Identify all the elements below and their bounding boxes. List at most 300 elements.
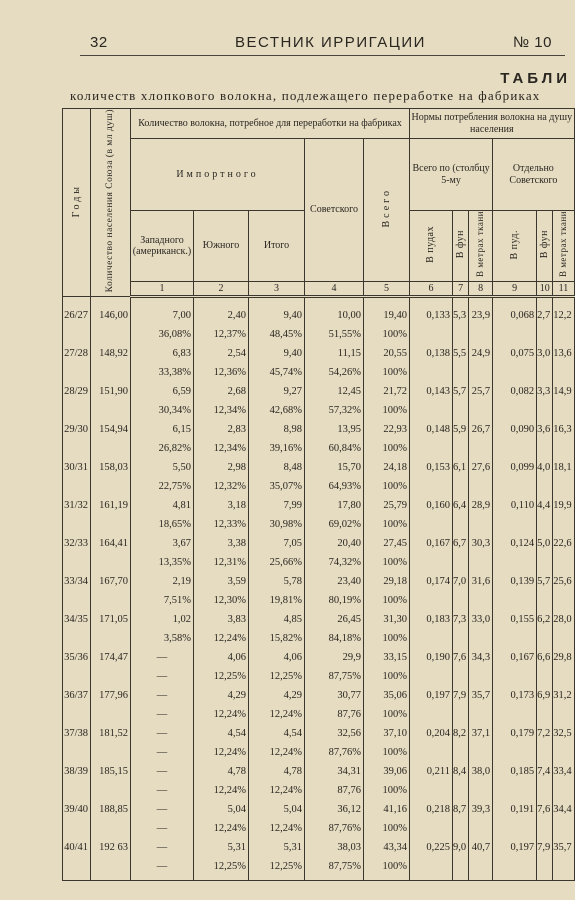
cell-pounds: 6,7 xyxy=(453,534,469,553)
col-number: 11 xyxy=(553,281,574,296)
cell-soviet: 80,19% xyxy=(305,591,364,610)
col-number: 7 xyxy=(453,281,469,296)
cell-soviet-meters: 16,3 xyxy=(553,420,574,439)
col-all-header: Всего xyxy=(364,139,410,282)
col-number: 8 xyxy=(469,281,493,296)
cell-soviet-pounds: 4,4 xyxy=(537,496,553,515)
cell-population xyxy=(91,553,131,572)
cell-southern: 12,31% xyxy=(194,553,249,572)
cell-soviet-meters xyxy=(553,781,574,800)
cell-soviet-meters xyxy=(553,629,574,648)
cell-year xyxy=(63,591,91,610)
cell-soviet-poods: 0,185 xyxy=(493,762,537,781)
cell-southern: 12,33% xyxy=(194,515,249,534)
cell-pounds xyxy=(453,477,469,496)
col-fiber-group-header: Количество волокна, потребное для переработки на фабриках xyxy=(131,109,410,139)
cell-meters: 33,0 xyxy=(469,610,493,629)
cell-western: 33,38% xyxy=(131,363,194,382)
cell-year xyxy=(63,553,91,572)
cell-total-import: 7,99 xyxy=(249,496,305,515)
cell-poods xyxy=(410,667,453,686)
col-number: 6 xyxy=(410,281,453,296)
col-pood-short-header: В пуд. xyxy=(493,211,537,282)
table-row xyxy=(63,420,575,439)
col-number: 9 xyxy=(493,281,537,296)
cell-total-import: 12,24% xyxy=(249,705,305,724)
col-total-import-header: Итого xyxy=(249,211,305,282)
cell-western: 6,83 xyxy=(131,344,194,363)
cell-all: 29,18 xyxy=(364,572,410,591)
cell-total-import: 9,40 xyxy=(249,344,305,363)
cell-meters: 38,0 xyxy=(469,762,493,781)
cell-total-import: 9,40 xyxy=(249,306,305,325)
cell-soviet: 30,77 xyxy=(305,686,364,705)
table-body xyxy=(63,296,575,880)
cell-all: 31,30 xyxy=(364,610,410,629)
cell-soviet: 10,00 xyxy=(305,306,364,325)
cell-southern: 12,32% xyxy=(194,477,249,496)
cell-year: 28/29 xyxy=(63,382,91,401)
cell-soviet-poods xyxy=(493,743,537,762)
cell-population: 188,85 xyxy=(91,800,131,819)
cell-total-import: 5,31 xyxy=(249,838,305,857)
cell-soviet-poods: 0,191 xyxy=(493,800,537,819)
cell-poods xyxy=(410,401,453,420)
cell-year: 36/37 xyxy=(63,686,91,705)
cell-soviet-meters xyxy=(553,363,574,382)
cell-population xyxy=(91,325,131,344)
cell-population xyxy=(91,515,131,534)
cell-soviet-poods: 0,173 xyxy=(493,686,537,705)
cell-soviet: 51,55% xyxy=(305,325,364,344)
cell-soviet-pounds: 7,9 xyxy=(537,838,553,857)
cell-population: 146,00 xyxy=(91,306,131,325)
cell-soviet-meters xyxy=(553,705,574,724)
cell-western: 6,59 xyxy=(131,382,194,401)
cell-soviet-pounds xyxy=(537,743,553,762)
cell-soviet: 87,76% xyxy=(305,743,364,762)
cell-meters: 34,3 xyxy=(469,648,493,667)
cell-pounds: 6,4 xyxy=(453,496,469,515)
cell-meters xyxy=(469,553,493,572)
cell-all: 35,06 xyxy=(364,686,410,705)
col-number: 3 xyxy=(249,281,305,296)
cell-meters: 26,7 xyxy=(469,420,493,439)
cell-population xyxy=(91,477,131,496)
header-rule xyxy=(80,55,565,56)
col-western-header: Западного (американск.) xyxy=(131,211,194,282)
cell-population: 192 63 xyxy=(91,838,131,857)
cell-pounds: 7,3 xyxy=(453,610,469,629)
col-number: 10 xyxy=(537,281,553,296)
cell-soviet: 29,9 xyxy=(305,648,364,667)
cell-western: 1,02 xyxy=(131,610,194,629)
cell-soviet: 11,15 xyxy=(305,344,364,363)
cell-pounds: 7,6 xyxy=(453,648,469,667)
cell-total-import: 8,98 xyxy=(249,420,305,439)
cell-western: — xyxy=(131,781,194,800)
cell-pounds xyxy=(453,401,469,420)
cell-western: 18,65% xyxy=(131,515,194,534)
cell-western: — xyxy=(131,838,194,857)
cell-poods: 0,138 xyxy=(410,344,453,363)
cell-pounds: 8,2 xyxy=(453,724,469,743)
cell-all: 100% xyxy=(364,857,410,876)
cell-total-import: 35,07% xyxy=(249,477,305,496)
cell-year xyxy=(63,857,91,876)
cell-pounds: 8,7 xyxy=(453,800,469,819)
cell-western: — xyxy=(131,667,194,686)
cell-meters: 25,7 xyxy=(469,382,493,401)
cell-pounds: 6,1 xyxy=(453,458,469,477)
cell-soviet-meters: 35,7 xyxy=(553,838,574,857)
cell-soviet-poods xyxy=(493,705,537,724)
cell-year: 35/36 xyxy=(63,648,91,667)
cell-soviet-pounds: 6,2 xyxy=(537,610,553,629)
cell-soviet-poods xyxy=(493,401,537,420)
cell-year xyxy=(63,325,91,344)
cell-soviet-meters: 34,4 xyxy=(553,800,574,819)
cell-soviet: 87,76% xyxy=(305,819,364,838)
cell-soviet: 12,45 xyxy=(305,382,364,401)
table-row xyxy=(63,325,575,344)
cell-total-import: 25,66% xyxy=(249,553,305,572)
cell-total-import: 5,04 xyxy=(249,800,305,819)
table-row xyxy=(63,800,575,819)
cell-year: 34/35 xyxy=(63,610,91,629)
cell-southern: 2,98 xyxy=(194,458,249,477)
cell-soviet-meters: 33,4 xyxy=(553,762,574,781)
cell-soviet-meters xyxy=(553,857,574,876)
cell-year xyxy=(63,515,91,534)
cell-soviet: 36,12 xyxy=(305,800,364,819)
cell-soviet: 57,32% xyxy=(305,401,364,420)
cell-year: 40/41 xyxy=(63,838,91,857)
cell-all: 100% xyxy=(364,629,410,648)
cell-southern: 12,34% xyxy=(194,439,249,458)
cell-poods: 0,218 xyxy=(410,800,453,819)
cell-meters xyxy=(469,591,493,610)
cell-meters xyxy=(469,515,493,534)
cell-all: 100% xyxy=(364,325,410,344)
cell-year: 37/38 xyxy=(63,724,91,743)
cell-all: 39,06 xyxy=(364,762,410,781)
cell-soviet-poods: 0,197 xyxy=(493,838,537,857)
cell-soviet: 26,45 xyxy=(305,610,364,629)
cell-all: 43,34 xyxy=(364,838,410,857)
cell-southern: 12,34% xyxy=(194,401,249,420)
cell-year xyxy=(63,477,91,496)
table-row xyxy=(63,572,575,591)
cell-soviet-poods xyxy=(493,667,537,686)
cell-soviet: 87,75% xyxy=(305,667,364,686)
cell-southern: 12,37% xyxy=(194,325,249,344)
cell-total-import: 12,25% xyxy=(249,857,305,876)
cell-southern: 2,68 xyxy=(194,382,249,401)
cell-southern: 12,24% xyxy=(194,705,249,724)
cell-poods: 0,211 xyxy=(410,762,453,781)
cell-poods xyxy=(410,743,453,762)
col-population-header: Количество населения Союза (в мл душ) xyxy=(91,109,131,297)
cell-southern: 4,54 xyxy=(194,724,249,743)
cell-total-import: 48,45% xyxy=(249,325,305,344)
col-soviet-header: Советского xyxy=(305,139,364,282)
cell-poods xyxy=(410,477,453,496)
cell-all: 100% xyxy=(364,667,410,686)
cell-poods xyxy=(410,629,453,648)
cell-poods: 0,133 xyxy=(410,306,453,325)
cell-population xyxy=(91,819,131,838)
cell-soviet-meters: 28,0 xyxy=(553,610,574,629)
cell-southern: 12,25% xyxy=(194,667,249,686)
table-row xyxy=(63,306,575,325)
cell-soviet-meters: 22,6 xyxy=(553,534,574,553)
cell-soviet-poods: 0,179 xyxy=(493,724,537,743)
cell-soviet-meters xyxy=(553,515,574,534)
cell-pounds xyxy=(453,553,469,572)
cell-total-import: 4,06 xyxy=(249,648,305,667)
cell-soviet-pounds xyxy=(537,857,553,876)
data-table xyxy=(62,108,575,881)
cell-pounds xyxy=(453,667,469,686)
cell-poods: 0,174 xyxy=(410,572,453,591)
cell-poods xyxy=(410,591,453,610)
cell-meters xyxy=(469,477,493,496)
cell-western: — xyxy=(131,743,194,762)
cell-soviet-meters: 14,9 xyxy=(553,382,574,401)
cell-southern: 3,18 xyxy=(194,496,249,515)
cell-year xyxy=(63,743,91,762)
cell-western: 3,58% xyxy=(131,629,194,648)
cell-southern: 3,38 xyxy=(194,534,249,553)
cell-soviet-meters: 25,6 xyxy=(553,572,574,591)
cell-year: 26/27 xyxy=(63,306,91,325)
cell-soviet-meters xyxy=(553,819,574,838)
cell-soviet-poods: 0,099 xyxy=(493,458,537,477)
cell-year: 39/40 xyxy=(63,800,91,819)
cell-soviet-pounds: 3,6 xyxy=(537,420,553,439)
cell-southern: 5,31 xyxy=(194,838,249,857)
cell-soviet-pounds: 3,3 xyxy=(537,382,553,401)
table-row xyxy=(63,686,575,705)
cell-year xyxy=(63,705,91,724)
cell-poods: 0,167 xyxy=(410,534,453,553)
cell-year: 27/28 xyxy=(63,344,91,363)
cell-year xyxy=(63,401,91,420)
cell-meters xyxy=(469,781,493,800)
table-row xyxy=(63,344,575,363)
cell-all: 100% xyxy=(364,743,410,762)
cell-pounds: 5,3 xyxy=(453,306,469,325)
cell-soviet-poods xyxy=(493,553,537,572)
cell-year: 33/34 xyxy=(63,572,91,591)
cell-meters: 23,9 xyxy=(469,306,493,325)
cell-pounds: 7,9 xyxy=(453,686,469,705)
cell-soviet-meters: 32,5 xyxy=(553,724,574,743)
cell-southern: 12,24% xyxy=(194,781,249,800)
cell-soviet-pounds: 6,6 xyxy=(537,648,553,667)
cell-all: 100% xyxy=(364,591,410,610)
table-row xyxy=(63,496,575,515)
table-row xyxy=(63,458,575,477)
cell-soviet-meters xyxy=(553,477,574,496)
table-row xyxy=(63,648,575,667)
cell-western: 6,15 xyxy=(131,420,194,439)
cell-total-import: 30,98% xyxy=(249,515,305,534)
cell-total-import: 8,48 xyxy=(249,458,305,477)
cell-soviet: 60,84% xyxy=(305,439,364,458)
cell-pounds: 8,4 xyxy=(453,762,469,781)
cell-soviet: 69,02% xyxy=(305,515,364,534)
cell-poods: 0,197 xyxy=(410,686,453,705)
table-row xyxy=(63,553,575,572)
cell-poods: 0,153 xyxy=(410,458,453,477)
cell-southern: 3,59 xyxy=(194,572,249,591)
cell-western: — xyxy=(131,857,194,876)
cell-soviet-pounds: 7,4 xyxy=(537,762,553,781)
col-year-header: Годы xyxy=(63,109,91,297)
cell-soviet-meters: 31,2 xyxy=(553,686,574,705)
table-row xyxy=(63,705,575,724)
cell-southern: 5,04 xyxy=(194,800,249,819)
cell-southern: 4,78 xyxy=(194,762,249,781)
cell-total-import: 12,25% xyxy=(249,667,305,686)
cell-soviet-poods xyxy=(493,819,537,838)
cell-southern: 3,83 xyxy=(194,610,249,629)
cell-meters xyxy=(469,819,493,838)
cell-pounds xyxy=(453,591,469,610)
col-meters2-header: В метрах ткани xyxy=(553,211,574,282)
cell-population: 174,47 xyxy=(91,648,131,667)
cell-population xyxy=(91,439,131,458)
col-southern-header: Южного xyxy=(194,211,249,282)
cell-southern: 2,40 xyxy=(194,306,249,325)
cell-western: 30,34% xyxy=(131,401,194,420)
cell-soviet-poods: 0,124 xyxy=(493,534,537,553)
cell-all: 24,18 xyxy=(364,458,410,477)
table-row xyxy=(63,610,575,629)
col-number: 5 xyxy=(364,281,410,296)
cell-soviet-pounds xyxy=(537,401,553,420)
cell-soviet-pounds xyxy=(537,553,553,572)
cell-all: 19,40 xyxy=(364,306,410,325)
cell-year: 31/32 xyxy=(63,496,91,515)
cell-poods: 0,148 xyxy=(410,420,453,439)
cell-pounds xyxy=(453,439,469,458)
table-row xyxy=(63,857,575,876)
cell-population: 181,52 xyxy=(91,724,131,743)
cell-soviet-pounds xyxy=(537,705,553,724)
cell-western: 36,08% xyxy=(131,325,194,344)
cell-meters: 39,3 xyxy=(469,800,493,819)
table-row xyxy=(63,743,575,762)
cell-pounds: 5,7 xyxy=(453,382,469,401)
cell-soviet-poods: 0,075 xyxy=(493,344,537,363)
col-pounds-header: В фун xyxy=(453,211,469,282)
cell-soviet: 32,56 xyxy=(305,724,364,743)
cell-soviet: 23,40 xyxy=(305,572,364,591)
cell-population xyxy=(91,705,131,724)
cell-soviet-pounds: 3,0 xyxy=(537,344,553,363)
cell-soviet: 84,18% xyxy=(305,629,364,648)
col-number: 4 xyxy=(305,281,364,296)
table-row xyxy=(63,819,575,838)
cell-pounds xyxy=(453,325,469,344)
cell-soviet-poods xyxy=(493,781,537,800)
cell-soviet: 20,40 xyxy=(305,534,364,553)
cell-pounds xyxy=(453,629,469,648)
cell-population: 154,94 xyxy=(91,420,131,439)
cell-all: 21,72 xyxy=(364,382,410,401)
cell-all: 100% xyxy=(364,439,410,458)
cell-meters xyxy=(469,667,493,686)
cell-pounds xyxy=(453,515,469,534)
cell-all: 22,93 xyxy=(364,420,410,439)
cell-soviet: 87,75% xyxy=(305,857,364,876)
cell-population: 171,05 xyxy=(91,610,131,629)
cell-population xyxy=(91,667,131,686)
table-row xyxy=(63,363,575,382)
cell-population: 158,03 xyxy=(91,458,131,477)
cell-soviet-pounds xyxy=(537,477,553,496)
cell-soviet: 13,95 xyxy=(305,420,364,439)
cell-western: 5,50 xyxy=(131,458,194,477)
table-row xyxy=(63,667,575,686)
cell-poods xyxy=(410,363,453,382)
cell-southern: 2,54 xyxy=(194,344,249,363)
cell-population: 148,92 xyxy=(91,344,131,363)
cell-total-import: 5,78 xyxy=(249,572,305,591)
table-row xyxy=(63,838,575,857)
cell-western: — xyxy=(131,648,194,667)
cell-soviet-meters xyxy=(553,401,574,420)
cell-soviet-pounds: 2,7 xyxy=(537,306,553,325)
cell-soviet-pounds xyxy=(537,667,553,686)
cell-meters xyxy=(469,325,493,344)
cell-soviet-poods xyxy=(493,363,537,382)
cell-soviet: 64,93% xyxy=(305,477,364,496)
table-row xyxy=(63,591,575,610)
cell-soviet: 87,76 xyxy=(305,781,364,800)
cell-soviet-poods: 0,090 xyxy=(493,420,537,439)
cell-soviet-pounds: 5,7 xyxy=(537,572,553,591)
page-header xyxy=(90,34,560,56)
cell-meters xyxy=(469,857,493,876)
cell-pounds: 5,5 xyxy=(453,344,469,363)
cell-population xyxy=(91,591,131,610)
cell-all: 100% xyxy=(364,515,410,534)
cell-pounds xyxy=(453,781,469,800)
cell-poods: 0,190 xyxy=(410,648,453,667)
col-total-norm-header: Всего по (столбцу 5-му xyxy=(410,139,493,211)
cell-meters: 27,6 xyxy=(469,458,493,477)
cell-poods xyxy=(410,705,453,724)
cell-total-import: 12,24% xyxy=(249,781,305,800)
cell-poods xyxy=(410,857,453,876)
cell-soviet: 34,31 xyxy=(305,762,364,781)
cell-year xyxy=(63,363,91,382)
cell-total-import: 9,27 xyxy=(249,382,305,401)
cell-all: 100% xyxy=(364,401,410,420)
cell-western: 13,35% xyxy=(131,553,194,572)
col-import-header: Импортного xyxy=(131,139,305,211)
cell-year xyxy=(63,629,91,648)
cell-total-import: 4,78 xyxy=(249,762,305,781)
table-row xyxy=(63,762,575,781)
cell-pounds: 9,0 xyxy=(453,838,469,857)
issue-number: № 10 xyxy=(513,34,552,51)
cell-poods: 0,225 xyxy=(410,838,453,857)
